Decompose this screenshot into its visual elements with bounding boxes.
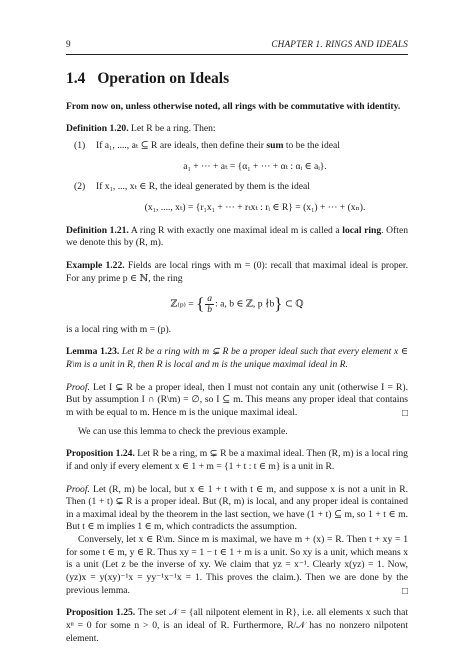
proof-text: Let I ⊊ R be a proper ideal, then I must not contain any unit (otherwise I = R). But by assumption I ∩ (R\m) = ∅, so I ⊆ m. This means any proper ideal that contains m with be equal to m. Hence m is the unique maximal ideal. bbox=[66, 381, 408, 418]
lemma-usage-note: We can use this lemma to check the previous example. bbox=[78, 425, 288, 437]
proof-proposition-p1 bbox=[66, 484, 408, 535]
proposition-1-24 bbox=[66, 448, 408, 473]
section-heading bbox=[66, 69, 408, 89]
display-equation: (x₁, ...., xₜ) = {r₁x₁ + ··· + rₜxₜ : rᵢ ∈ R} = (x₁) + ··· + (xₙ). bbox=[144, 201, 366, 213]
proposition-text: Let R be a ring, m ⊊ R be a maximal ideal. Then (R, m) is a local ring if and only if every element x ∈ 1 + m = {1 + t : t ∈ m} is a unit in R. bbox=[66, 448, 408, 472]
example-conclusion: is a local ring with m = (p). bbox=[66, 323, 172, 335]
chapter-title: CHAPTER 1. RINGS AND IDEALS bbox=[271, 39, 408, 49]
set-condition: : a, b ∈ ℤ, p ∤b bbox=[215, 298, 275, 310]
definition-text: Let R be a ring. Then: bbox=[131, 123, 216, 135]
proof-proposition-p2 bbox=[66, 534, 408, 597]
left-brace: { bbox=[196, 294, 205, 314]
list-item bbox=[74, 140, 408, 153]
section-number: 1.4 bbox=[66, 70, 86, 88]
display-equation bbox=[66, 293, 408, 315]
qed-symbol: □ bbox=[401, 585, 408, 597]
section-title: Operation on Ideals bbox=[97, 70, 230, 88]
item-label: (2) bbox=[74, 181, 86, 193]
item-label: (1) bbox=[74, 139, 86, 151]
proposition-text: The set 𝒩 = {all nilpotent element in R}, i.e. all elements x such that xⁿ = 0 for some n > 0, is an ideal of R. Furthermore, R/𝒩 has no nonzero nilpotent element. bbox=[66, 607, 408, 644]
proposition-label: Proposition 1.24. bbox=[66, 448, 135, 460]
definition-text: A ring R with exactly one maximal ideal m is called a bbox=[130, 224, 343, 236]
proof-label: Proof. bbox=[66, 381, 90, 393]
lemma-label: Lemma 1.23. bbox=[66, 346, 120, 358]
display-equation: a₁ + ··· + aₜ = {α₁ + ··· + αₜ : αᵢ ∈ aᵢ}. bbox=[183, 160, 327, 172]
proposition-1-25 bbox=[66, 607, 408, 645]
definition-label: Definition 1.21. bbox=[66, 224, 129, 236]
proof-lemma bbox=[66, 382, 408, 420]
term-local-ring: local ring bbox=[342, 224, 382, 236]
page-header bbox=[66, 38, 408, 50]
proposition-label: Proposition 1.25. bbox=[66, 607, 136, 619]
document-page bbox=[66, 38, 408, 645]
item-text: If x₁, ..., xₜ ∈ R, the ideal generated by them is the ideal bbox=[96, 181, 310, 193]
denominator: b bbox=[207, 303, 213, 315]
definition-label: Definition 1.20. bbox=[66, 123, 129, 135]
proof-text: Conversely, let x ∈ R\m. Since m is maximal, we have m + (x) = R. Then t + xy = 1 for some t ∈ m, y ∈ R. Thus xy = 1 − t ∈ 1 + m is a unit. So xy is a unit, which means x is a unit (Let z be the inverse of xy. We claim that yz = x⁻¹. Clearly x(yz) = 1. Now, (yz)x = y(xy)⁻¹x = yy⁻¹x⁻¹x = 1. This proves the claim.). Then we are done by the previous lemma. bbox=[66, 534, 408, 596]
example-1-22 bbox=[66, 260, 408, 336]
header-rule bbox=[66, 54, 408, 55]
fraction bbox=[205, 294, 214, 315]
intro-paragraph: From now on, unless otherwise noted, all rings with be commutative with identity. bbox=[66, 100, 401, 112]
definition-1-21 bbox=[66, 225, 408, 250]
page-number: 9 bbox=[66, 39, 71, 49]
item-text: If a₁, ...., aₜ ⊆ R are ideals, then define their bbox=[96, 139, 267, 151]
proof-label: Proof. bbox=[66, 483, 90, 495]
example-text: Fields are local rings with m = (0): recall that maximal ideal is proper. For any prime p ∈ ℕ, the ring bbox=[66, 259, 408, 284]
qed-symbol: □ bbox=[401, 407, 408, 419]
example-label: Example 1.22. bbox=[66, 259, 125, 271]
right-brace: } bbox=[274, 294, 283, 314]
equation-lhs: ℤ₍ₚ₎ = bbox=[170, 298, 194, 310]
equation-tail: ⊂ ℚ bbox=[284, 298, 304, 310]
list-item bbox=[74, 181, 408, 194]
item-text: to be the ideal bbox=[283, 139, 340, 151]
lemma-1-23 bbox=[66, 346, 408, 371]
lemma-text: Let R be a ring with m ⊊ R be a proper ideal such that every element x ∈ R\m is a unit in R, then R is local and m is the unique maximal ideal in R. bbox=[66, 346, 408, 370]
proof-text: Let (R, m) be local, but x ∈ 1 + t with t ∈ m, and suppose x is not a unit in R. Then (1 + t) ⊊ R is a proper ideal. But (R, m) is local, and any proper ideal is contained in a maximal ideal by the theorem in the last section, we have (1 + t) ⊆ m, so 1 + t ∈ m. But t ∈ m implies 1 ∈ m, which contradicts the assumption. bbox=[66, 483, 408, 533]
definition-text: . Often we denote this by (R, m). bbox=[66, 224, 409, 249]
definition-1-20 bbox=[66, 123, 408, 214]
numerator: a bbox=[207, 292, 213, 304]
term-sum: sum bbox=[266, 139, 284, 151]
